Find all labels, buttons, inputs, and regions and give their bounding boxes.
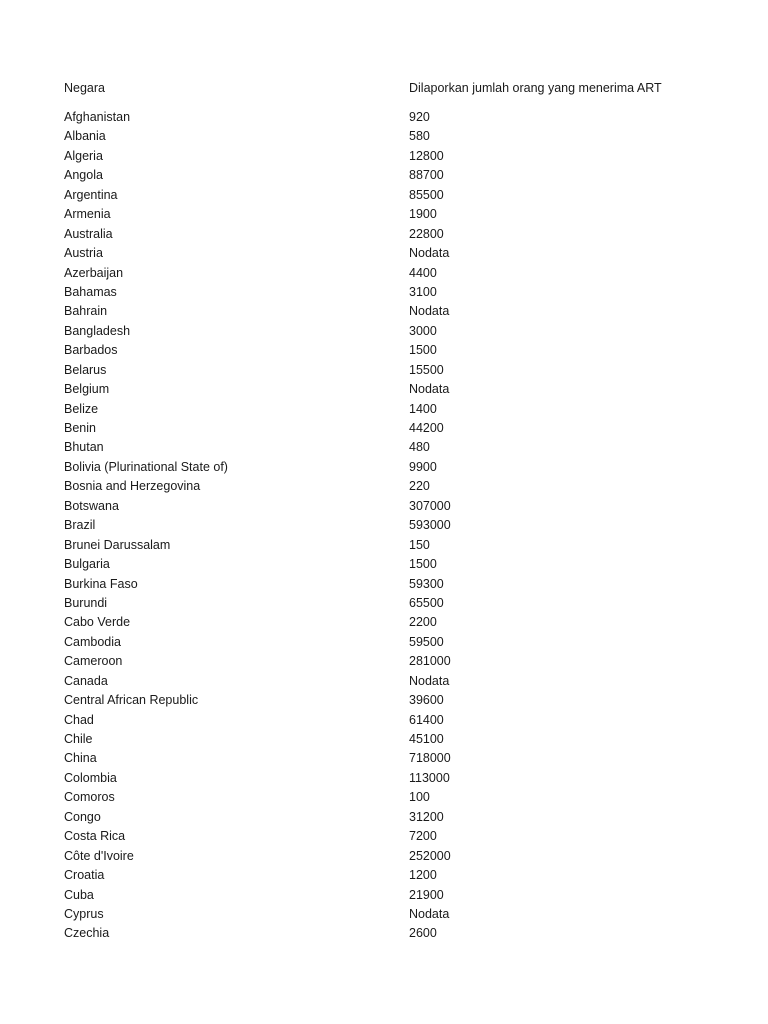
table-row (64, 652, 744, 671)
cell-value: 7200 (409, 829, 437, 844)
cell-country: Cambodia (64, 634, 121, 649)
table-row (64, 924, 744, 943)
cell-country: Costa Rica (64, 829, 126, 844)
table-row (64, 788, 744, 807)
cell-value: 65500 (409, 595, 444, 610)
table-row (64, 847, 744, 866)
cell-country: Congo (64, 809, 101, 824)
cell-country: Belgium (64, 382, 110, 397)
table-row (64, 905, 744, 924)
table-row (64, 497, 744, 516)
cell-country: Canada (64, 673, 108, 688)
table-row (64, 458, 744, 477)
table-row (64, 769, 744, 788)
table-row (64, 264, 744, 283)
cell-value: 22800 (409, 226, 444, 241)
cell-value: Nodata (409, 906, 450, 921)
cell-value: 31200 (409, 809, 444, 824)
table-row (64, 613, 744, 632)
table-row (64, 711, 744, 730)
cell-value: 220 (409, 479, 430, 494)
cell-value: 2200 (409, 615, 437, 630)
cell-country: Colombia (64, 770, 117, 785)
cell-value: 44200 (409, 421, 444, 435)
cell-value: 15500 (409, 362, 444, 377)
cell-value: Nodata (409, 304, 450, 319)
cell-value: 281000 (409, 654, 451, 669)
table-row (64, 205, 744, 224)
table-row (64, 147, 744, 166)
cell-value: 1500 (409, 557, 437, 572)
table-row (64, 827, 744, 846)
cell-country: Belarus (64, 362, 107, 377)
cell-value: 1500 (409, 343, 437, 358)
cell-value: 920 (409, 110, 430, 124)
cell-value: 9900 (409, 459, 437, 474)
table-row (64, 730, 744, 749)
cell-value: 21900 (409, 887, 444, 902)
table-row (64, 438, 744, 457)
cell-country: Comoros (64, 790, 115, 805)
cell-value: 1200 (409, 868, 437, 883)
table-row (64, 516, 744, 535)
table-row (64, 808, 744, 827)
table-row (64, 691, 744, 710)
cell-value: 61400 (409, 712, 444, 727)
cell-value: 59300 (409, 576, 444, 591)
cell-value: Nodata (409, 246, 450, 261)
table-row (64, 108, 744, 127)
table-row (64, 283, 744, 302)
cell-country: Belize (64, 401, 99, 416)
table-row (64, 594, 744, 613)
table-row (64, 244, 744, 263)
cell-value: 1900 (409, 207, 437, 222)
cell-country: Bahrain (64, 304, 108, 319)
cell-country: Bangladesh (64, 323, 131, 338)
cell-value: 100 (409, 790, 430, 805)
cell-country: Argentina (64, 187, 118, 202)
cell-country: Bosnia and Herzegovina (64, 479, 201, 494)
cell-country: Bolivia (Plurinational State of) (64, 459, 228, 474)
cell-value: 4400 (409, 265, 437, 280)
cell-country: Cameroon (64, 654, 123, 669)
table-row (64, 166, 744, 185)
cell-country: Bulgaria (64, 557, 110, 572)
cell-country: Czechia (64, 926, 110, 941)
cell-value: Nodata (409, 673, 450, 688)
table-row (64, 477, 744, 496)
cell-country: Croatia (64, 868, 105, 883)
cell-value: 593000 (409, 518, 451, 533)
cell-country: Australia (64, 226, 113, 241)
table-row (64, 225, 744, 244)
cell-country: Cabo Verde (64, 615, 131, 630)
header-value: Dilaporkan jumlah orang yang menerima ART (409, 81, 662, 95)
cell-country: Cuba (64, 887, 94, 902)
cell-value: 150 (409, 537, 430, 552)
cell-country: Brazil (64, 518, 96, 533)
cell-value: 59500 (409, 634, 444, 649)
table-row (64, 866, 744, 885)
cell-country: Chile (64, 732, 93, 746)
cell-value: 480 (409, 440, 430, 455)
table-row (64, 749, 744, 768)
cell-value: 2600 (409, 926, 437, 941)
cell-value: 85500 (409, 187, 444, 202)
cell-value: 3000 (409, 323, 437, 338)
cell-country: Benin (64, 421, 96, 435)
table-row (64, 127, 744, 146)
cell-value: 307000 (409, 498, 451, 513)
cell-country: Cyprus (64, 906, 104, 921)
header-country: Negara (64, 81, 105, 95)
table-row (64, 575, 744, 594)
cell-country: Côte d'Ivoire (64, 848, 134, 863)
cell-country: China (64, 751, 97, 766)
cell-value: 12800 (409, 148, 444, 163)
cell-country: Bhutan (64, 440, 104, 455)
table-row (64, 672, 744, 691)
cell-value: 718000 (409, 751, 451, 766)
cell-country: Azerbaijan (64, 265, 124, 280)
table-row (64, 536, 744, 555)
cell-value: Nodata (409, 382, 450, 397)
table-row (64, 322, 744, 341)
cell-country: Brunei Darussalam (64, 537, 171, 552)
table-row (64, 302, 744, 321)
cell-country: Chad (64, 712, 94, 727)
cell-country: Albania (64, 129, 106, 144)
cell-country: Burkina Faso (64, 576, 138, 591)
cell-value: 1400 (409, 401, 437, 416)
cell-country: Algeria (64, 148, 103, 163)
table-row (64, 380, 744, 399)
cell-value: 45100 (409, 732, 444, 746)
table-row (64, 361, 744, 380)
table-row (64, 419, 744, 438)
cell-country: Burundi (64, 595, 108, 610)
cell-country: Central African Republic (64, 693, 199, 708)
table-header (64, 79, 744, 97)
table-row (64, 555, 744, 574)
cell-value: 39600 (409, 693, 444, 708)
table-row (64, 186, 744, 205)
cell-country: Armenia (64, 207, 111, 222)
cell-value: 88700 (409, 168, 444, 183)
table-row (64, 341, 744, 360)
cell-country: Barbados (64, 343, 118, 358)
table-row (64, 400, 744, 419)
cell-value: 113000 (409, 770, 450, 785)
table-row (64, 886, 744, 905)
cell-value: 3100 (409, 284, 437, 299)
table-body (64, 108, 744, 944)
table-row (64, 633, 744, 652)
cell-value: 580 (409, 129, 430, 144)
cell-country: Bahamas (64, 284, 117, 299)
cell-country: Afghanistan (64, 110, 131, 124)
cell-country: Angola (64, 168, 103, 183)
cell-value: 252000 (409, 848, 451, 863)
cell-country: Botswana (64, 498, 119, 513)
cell-country: Austria (64, 246, 103, 261)
